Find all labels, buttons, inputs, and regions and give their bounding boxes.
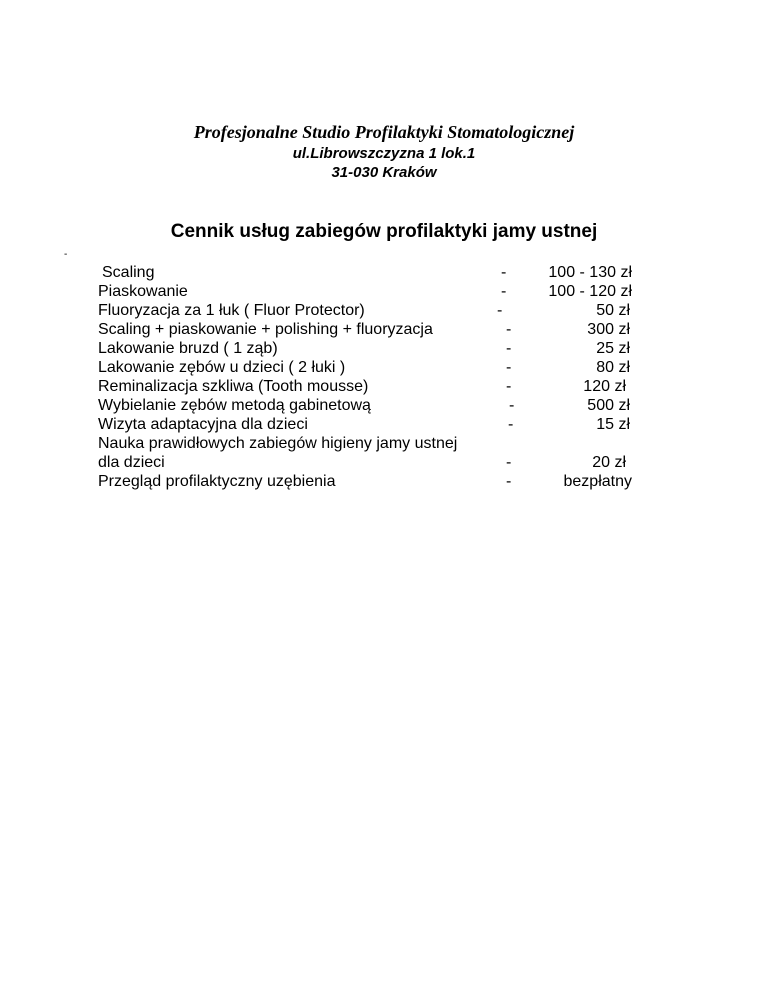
- price-list-title: Cennik usług zabiegów profilaktyki jamy ustnej: [170, 221, 598, 242]
- clinic-name: Profesjonalne Studio Profilaktyki Stomatologicznej: [193, 122, 575, 142]
- service-name: Piaskowanie: [98, 283, 188, 300]
- price-separator: -: [501, 283, 507, 300]
- service-name: Scaling: [102, 264, 155, 281]
- service-name: Fluoryzacja za 1 łuk ( Fluor Protector): [98, 302, 365, 319]
- clinic-city-address: 31-030 Kraków: [331, 164, 437, 181]
- price-separator: -: [497, 302, 503, 319]
- price-separator: -: [506, 359, 512, 376]
- price-separator: -: [506, 473, 512, 490]
- price-separator: -: [506, 321, 512, 338]
- clinic-street-address: ul.Librowszczyzna 1 lok.1: [292, 145, 476, 162]
- stray-mark: -: [64, 249, 68, 260]
- price-separator: -: [508, 416, 514, 433]
- price-row-lakowanie-dzieci: [0, 358, 768, 377]
- price-separator: -: [509, 397, 515, 414]
- service-price: 100 - 130 zł: [548, 264, 632, 281]
- service-price: 100 - 120 zł: [548, 283, 632, 300]
- service-name: Scaling + piaskowanie + polishing + fluoryzacja: [98, 321, 433, 338]
- service-name: Nauka prawidłowych zabiegów higieny jamy ustnej dla dzieci: [98, 435, 458, 471]
- price-row-reminalizacja: [0, 377, 768, 396]
- price-separator: -: [506, 340, 512, 357]
- price-row-scaling: [0, 263, 768, 282]
- service-name: Lakowanie bruzd ( 1 ząb): [98, 340, 278, 357]
- service-price: 120 zł: [583, 378, 626, 395]
- price-row-piaskowanie: [0, 282, 768, 301]
- service-name: Wizyta adaptacyjna dla dzieci: [98, 416, 308, 433]
- service-price: bezpłatny: [563, 473, 632, 490]
- price-list: [0, 263, 768, 491]
- service-name: Reminalizacja szkliwa (Tooth mousse): [98, 378, 369, 395]
- service-price: 15 zł: [596, 416, 630, 433]
- price-separator: -: [506, 378, 512, 395]
- service-price: 20 zł: [592, 454, 626, 471]
- service-price: 50 zł: [596, 302, 630, 319]
- price-row-fluoryzacja: [0, 301, 768, 320]
- price-row-scaling-package: [0, 320, 768, 339]
- price-row-wizyta-adaptacyjna: [0, 415, 768, 434]
- price-separator: -: [506, 454, 512, 471]
- service-price: 500 zł: [587, 397, 630, 414]
- price-separator: -: [501, 264, 507, 281]
- service-name: Lakowanie zębów u dzieci ( 2 łuki ): [98, 359, 346, 376]
- service-name: Przegląd profilaktyczny uzębienia: [98, 473, 336, 490]
- price-row-przeglad: [0, 472, 768, 491]
- price-row-lakowanie-bruzd: [0, 339, 768, 358]
- service-price: 80 zł: [596, 359, 630, 376]
- service-price: 300 zł: [587, 321, 630, 338]
- price-row-wybielanie: [0, 396, 768, 415]
- service-price: 25 zł: [596, 340, 630, 357]
- service-name: Wybielanie zębów metodą gabinetową: [98, 397, 371, 414]
- price-row-nauka-higieny: [0, 434, 768, 472]
